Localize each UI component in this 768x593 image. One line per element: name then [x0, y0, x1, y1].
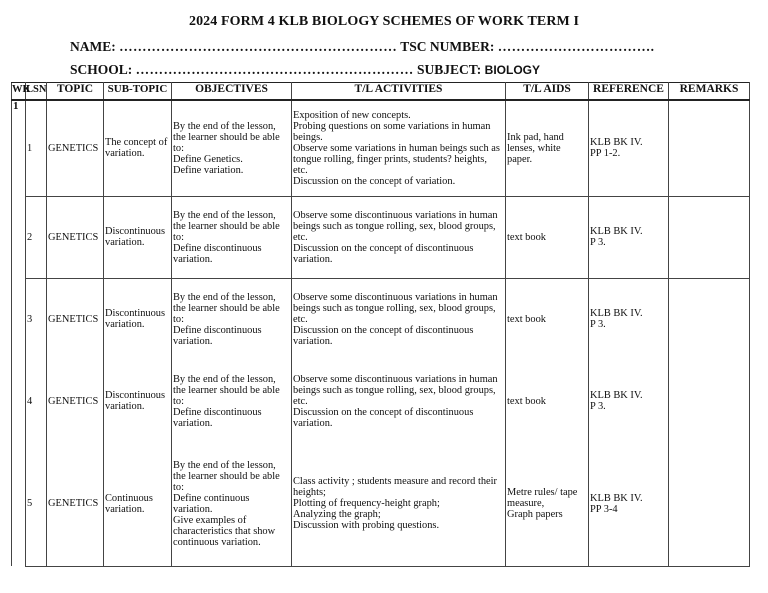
activities-cell [292, 278, 506, 360]
aids-text: Ink pad, hand lenses, white paper. [507, 131, 564, 165]
reference-text: KLB BK IV. PP 1-2. [590, 137, 643, 160]
header-wk: WK [12, 83, 26, 101]
objectives-text: By the end of the lesson, the learner should be able to: Define discontinuous variation. [173, 373, 280, 429]
school-label: SCHOOL: [70, 62, 133, 77]
objectives-cell [172, 100, 292, 196]
subject-label: SUBJECT: [417, 62, 482, 77]
aids-cell [506, 278, 589, 360]
activities-text: Observe some discontinuous variations in human beings such as tongue rolling, sex, blood groups, etc. Discussion on the concept of discontinuous variation. [293, 209, 498, 265]
activities-text: Observe some discontinuous variations in human beings such as tongue rolling, sex, blood groups, etc. Discussion on the concept of discontinuous variation. [293, 291, 498, 347]
lesson-number: 2 [26, 196, 47, 278]
school-line [70, 62, 540, 78]
objectives-cell [172, 442, 292, 566]
header-topic: TOPIC [47, 83, 104, 101]
subtopic-cell: Continuous variation. [104, 442, 172, 566]
table-row [12, 278, 750, 360]
header-activities: T/L ACTIVITIES [292, 83, 506, 101]
reference-text: KLB BK IV. P 3. [590, 308, 643, 331]
remarks-cell [669, 360, 750, 442]
activities-text: Observe some discontinuous variations in human beings such as tongue rolling, sex, blood groups, etc. Discussion on the concept of discontinuous variation. [293, 373, 498, 429]
lesson-number: 1 [26, 100, 47, 196]
objectives-text: By the end of the lesson, the learner should be able to: Define discontinuous variation. [173, 209, 280, 265]
table-row [12, 196, 750, 278]
name-line [70, 39, 654, 55]
reference-cell [589, 278, 669, 360]
tsc-number-blank: ……………………………. [497, 39, 655, 54]
objectives-text: By the end of the lesson, the learner should be able to: Define continuous variation. Give examples of characteristics that show continuous variation. [173, 459, 280, 548]
header-row [12, 83, 750, 101]
aids-cell [506, 100, 589, 196]
subtopic-cell: Discontinuous variation. [104, 196, 172, 278]
remarks-cell [669, 278, 750, 360]
week-number: 1 [12, 100, 26, 566]
activities-cell [292, 196, 506, 278]
subject-value: BIOLOGY [484, 63, 540, 77]
reference-text: KLB BK IV. P 3. [590, 390, 643, 412]
aids-cell [506, 196, 589, 278]
table-row [12, 360, 750, 442]
objectives-cell [172, 278, 292, 360]
header-remarks: REMARKS [669, 83, 750, 101]
activities-cell [292, 442, 506, 566]
reference-text: KLB BK IV. P 3. [590, 226, 643, 248]
schemes-of-work-table [11, 82, 750, 567]
activities-text: Exposition of new concepts. Probing questions on some variations in human beings. Observe some variations in human beings such as tongue rolling, finger prints, students? heights, etc. Discussion on the concept of variation. [293, 109, 500, 187]
subtopic-cell: The concept of variation. [104, 100, 172, 196]
topic-cell: GENETICS [47, 100, 104, 196]
reference-cell [589, 100, 669, 196]
table-row [12, 100, 750, 196]
reference-cell [589, 196, 669, 278]
lesson-number: 4 [26, 360, 47, 442]
activities-cell [292, 360, 506, 442]
objectives-cell [172, 360, 292, 442]
objectives-text: By the end of the lesson, the learner should be able to: Define Genetics. Define variation. [173, 120, 280, 176]
topic-cell: GENETICS [47, 278, 104, 360]
subtopic-cell: Discontinuous variation. [104, 278, 172, 360]
school-blank: …………………………………………………… [135, 62, 414, 77]
subtopic-cell: Discontinuous variation. [104, 360, 172, 442]
reference-cell [589, 360, 669, 442]
topic-cell: GENETICS [47, 196, 104, 278]
aids-cell [506, 360, 589, 442]
topic-cell: GENETICS [47, 360, 104, 442]
reference-text: KLB BK IV. PP 3-4 [590, 492, 643, 515]
tsc-number-label: TSC NUMBER: [400, 39, 495, 54]
name-label: NAME: [70, 39, 116, 54]
header-aids: T/L AIDS [506, 83, 589, 101]
document-title: 2024 FORM 4 KLB BIOLOGY SCHEMES OF WORK TERM I [188, 14, 580, 29]
activities-cell [292, 100, 506, 196]
aids-cell [506, 442, 589, 566]
lesson-number: 3 [26, 278, 47, 360]
aids-text: text book [507, 313, 546, 325]
header-reference: REFERENCE [589, 83, 669, 101]
remarks-cell [669, 196, 750, 278]
name-blank: …………………………………………………… [119, 39, 398, 54]
header-lsn: LSN [26, 83, 47, 101]
header-objectives: OBJECTIVES [172, 83, 292, 101]
aids-text: text book [507, 395, 546, 407]
header-subtopic: SUB-TOPIC [104, 83, 172, 101]
objectives-text: By the end of the lesson, the learner should be able to: Define discontinuous variation. [173, 291, 280, 347]
table-row [12, 442, 750, 566]
lesson-number: 5 [26, 442, 47, 566]
remarks-cell [669, 100, 750, 196]
topic-cell: GENETICS [47, 442, 104, 566]
aids-text: text book [507, 231, 546, 243]
activities-text: Class activity ; students measure and record their heights; Plotting of frequency-height graph; Analyzing the graph; Discussion with probing questions. [293, 476, 498, 532]
remarks-cell [669, 442, 750, 566]
objectives-cell [172, 196, 292, 278]
reference-cell [589, 442, 669, 566]
aids-text: Metre rules/ tape measure, Graph papers [507, 487, 578, 521]
